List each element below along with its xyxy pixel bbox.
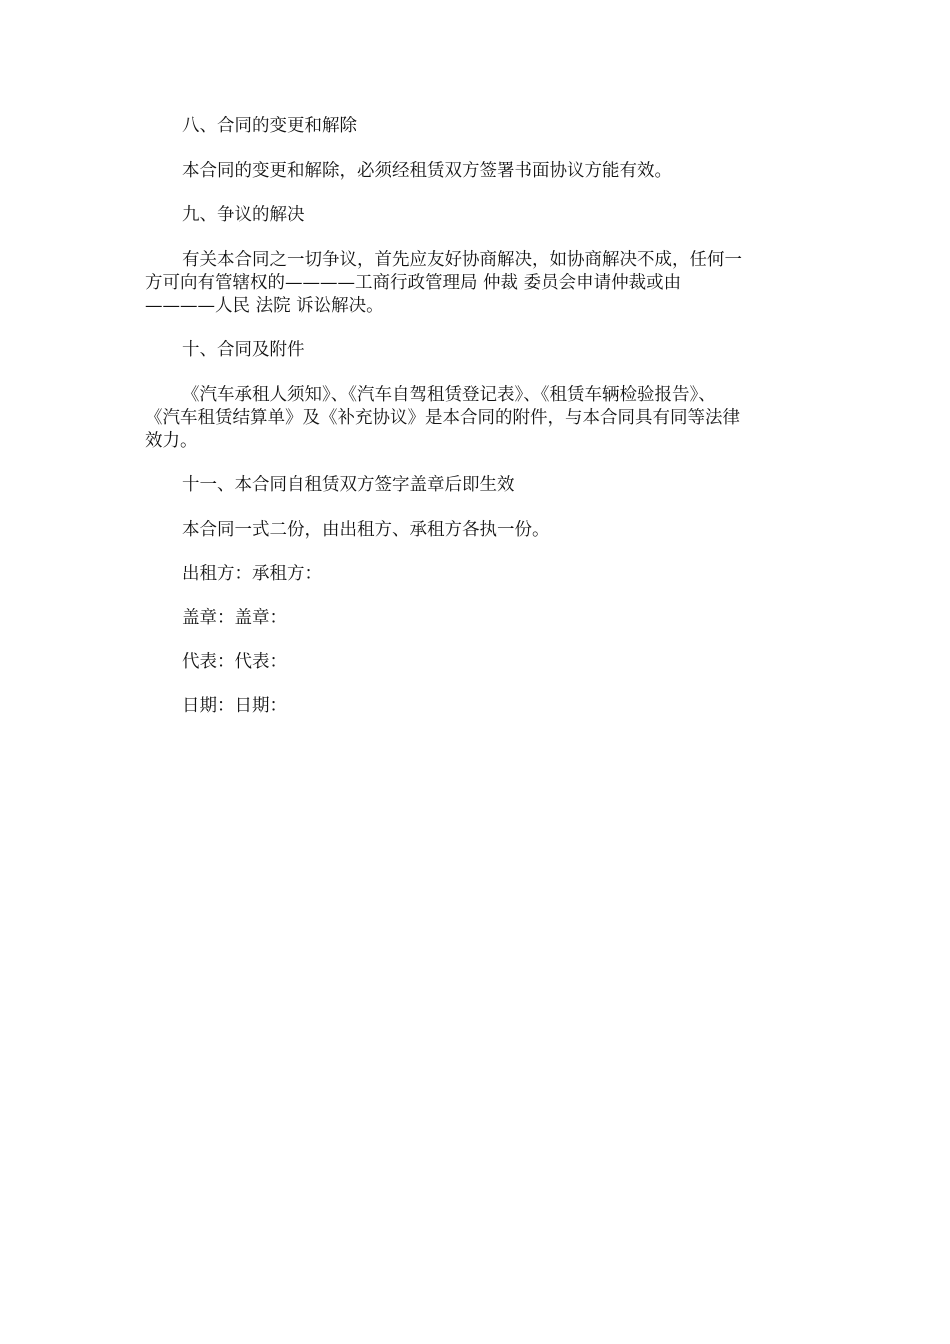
section-body-8: 本合同的变更和解除，必须经租赁双方签署书面协议方能有效。	[182, 161, 672, 181]
section-heading-11: 十一、本合同自租赁双方签字盖章后即生效	[182, 475, 515, 495]
section-body-11: 本合同一式二份，由出租方、承租方各执一份。	[182, 520, 550, 540]
section-body-9-line-2: 方可向有管辖权的————工商行政管理局 仲裁 委员会申请仲裁或由	[145, 273, 682, 293]
section-body-10-line-2: 《汽车租赁结算单》及《补充协议》是本合同的附件，与本合同具有同等法律	[145, 408, 740, 428]
section-heading-8: 八、合同的变更和解除	[182, 116, 357, 136]
section-body-10-line-3: 效力。	[145, 431, 198, 451]
section-heading-9: 九、争议的解决	[182, 205, 305, 225]
section-body-9-line-1: 有关本合同之一切争议，首先应友好协商解决，如协商解决不成，任何一	[182, 250, 742, 270]
signature-representative: 代表：代表：	[182, 652, 287, 672]
section-body-9	[145, 249, 805, 318]
section-body-9-line-3: ————人民 法院 诉讼解决。	[145, 296, 384, 316]
section-body-10-line-1: 《汽车承租人须知》、《汽车自驾租赁登记表》、《租赁车辆检验报告》、	[182, 385, 716, 405]
signature-parties: 出租方：承租方：	[182, 564, 322, 584]
section-body-10	[145, 384, 805, 453]
signature-date: 日期：日期：	[182, 696, 287, 716]
signature-seal: 盖章：盖章：	[182, 608, 287, 628]
section-heading-10: 十、合同及附件	[182, 340, 305, 360]
contract-page	[145, 115, 805, 739]
